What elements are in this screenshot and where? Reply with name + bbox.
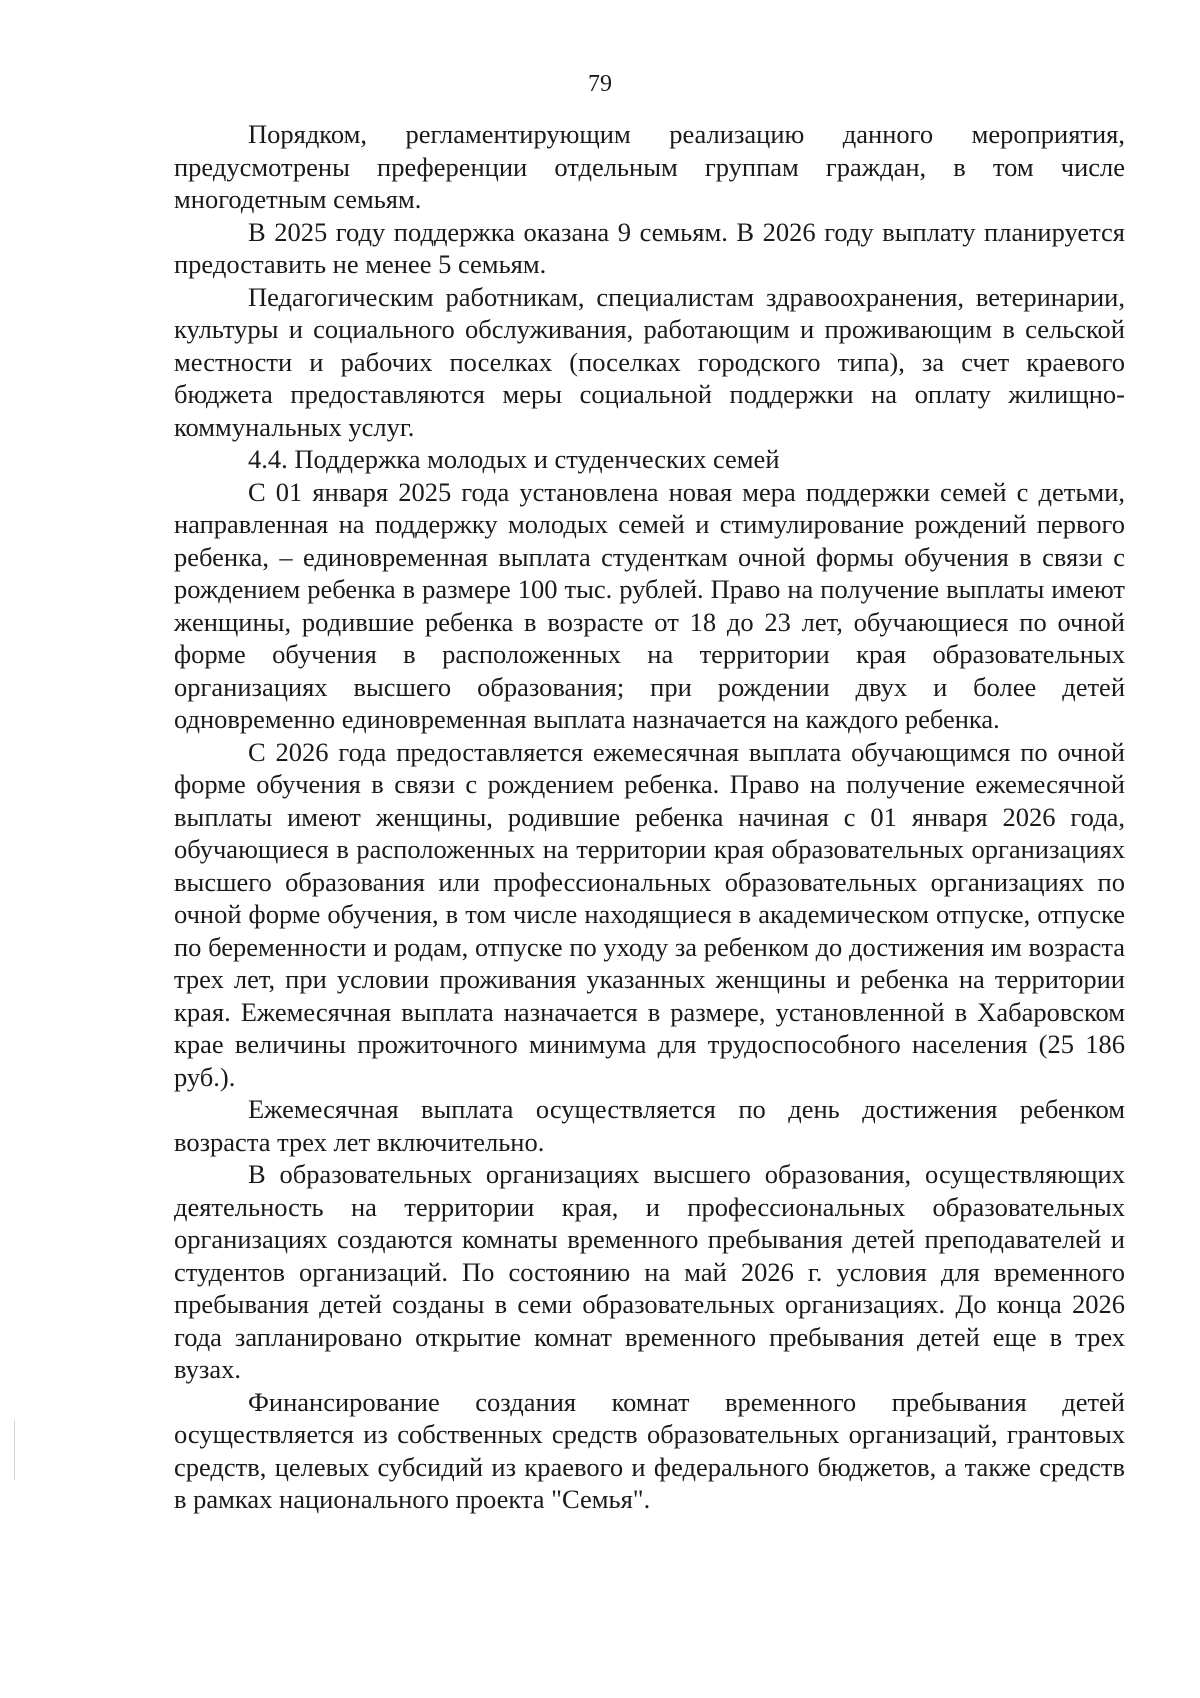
scan-margin-mark	[14, 1420, 15, 1480]
paragraph-support-2025: В 2025 году поддержка оказана 9 семьям. В 2026 году выплату планируется предоставить не менее 5 семьям.	[174, 216, 1125, 279]
paragraph-monthly-payment-duration: Ежемесячная выплата осуществляется по день достижения ребенком возраста трех лет включительно.	[174, 1094, 1125, 1157]
paragraph-financing: Финансирование создания комнат временного пребывания детей осуществляется из собственных средств образовательных организаций, грантовых средств, целевых субсидий из краевого и федерального бюджетов, а также средств в рамках национального проекта "Семья".	[174, 1386, 1125, 1514]
paragraph-childcare-rooms: В образовательных организациях высшего образования, осуществляющих деятельность на территории края, и профессиональных образовательных организациях создаются комнаты временного пребывания детей преподавателей и студентов организаций. По состоянию на май 2026 г. условия для временного пребывания детей созданы в семи образовательных организациях. До конца 2026 года запланировано открытие комнат временного пребывания детей еще в трех вузах.	[174, 1159, 1125, 1384]
paragraph-rural-specialists: Педагогическим работникам, специалистам здравоохранения, ветеринарии, культуры и социального обслуживания, работающим и проживающим в сельской местности и рабочих поселках (поселках городского типа), за счет краевого бюджета предоставляются меры социальной поддержки на оплату жилищно-коммунальных услуг.	[174, 281, 1125, 442]
page-number: 79	[588, 71, 612, 97]
paragraph-preferences: Порядком, регламентирующим реализацию данного мероприятия, предусмотрены преференции отдельным группам граждан, в том числе многодетным семьям.	[174, 119, 1125, 214]
section-heading-4-4: 4.4. Поддержка молодых и студенческих семей	[248, 444, 780, 474]
paragraph-monthly-payment: С 2026 года предоставляется ежемесячная выплата обучающимся по очной форме обучения в связи с рождением ребенка. Право на получение ежемесячной выплаты имеют женщины, родившие ребенка начиная с 01 января 2026 года, обучающиеся в расположенных на территории края образовательных организациях высшего образования или профессиональных образовательных организациях по очной форме обучения, в том числе находящиеся в академическом отпуске, отпуске по беременности и родам, отпуске по уходу за ребенком до достижения им возраста трех лет, при условии проживания указанных женщины и ребенка на территории края. Ежемесячная выплата назначается в размере, установленной в Хабаровском крае величины прожиточного минимума для трудоспособного населения (25 186 руб.).	[174, 736, 1125, 1092]
paragraph-lump-sum-payment: С 01 января 2025 года установлена новая мера поддержки семей с детьми, направленная на поддержку молодых семей и стимулирование рождений первого ребенка, – единовременная выплата студенткам очной формы обучения в связи с рождением ребенка в размере 100 тыс. рублей. Право на получение выплаты имеют женщины, родившие ребенка в возрасте от 18 до 23 лет, обучающиеся по очной форме обучения в расположенных на территории края образовательных организациях высшего образования; при рождении двух и более детей одновременно единовременная выплата назначается на каждого ребенка.	[174, 476, 1125, 734]
document-body	[174, 118, 1125, 1516]
